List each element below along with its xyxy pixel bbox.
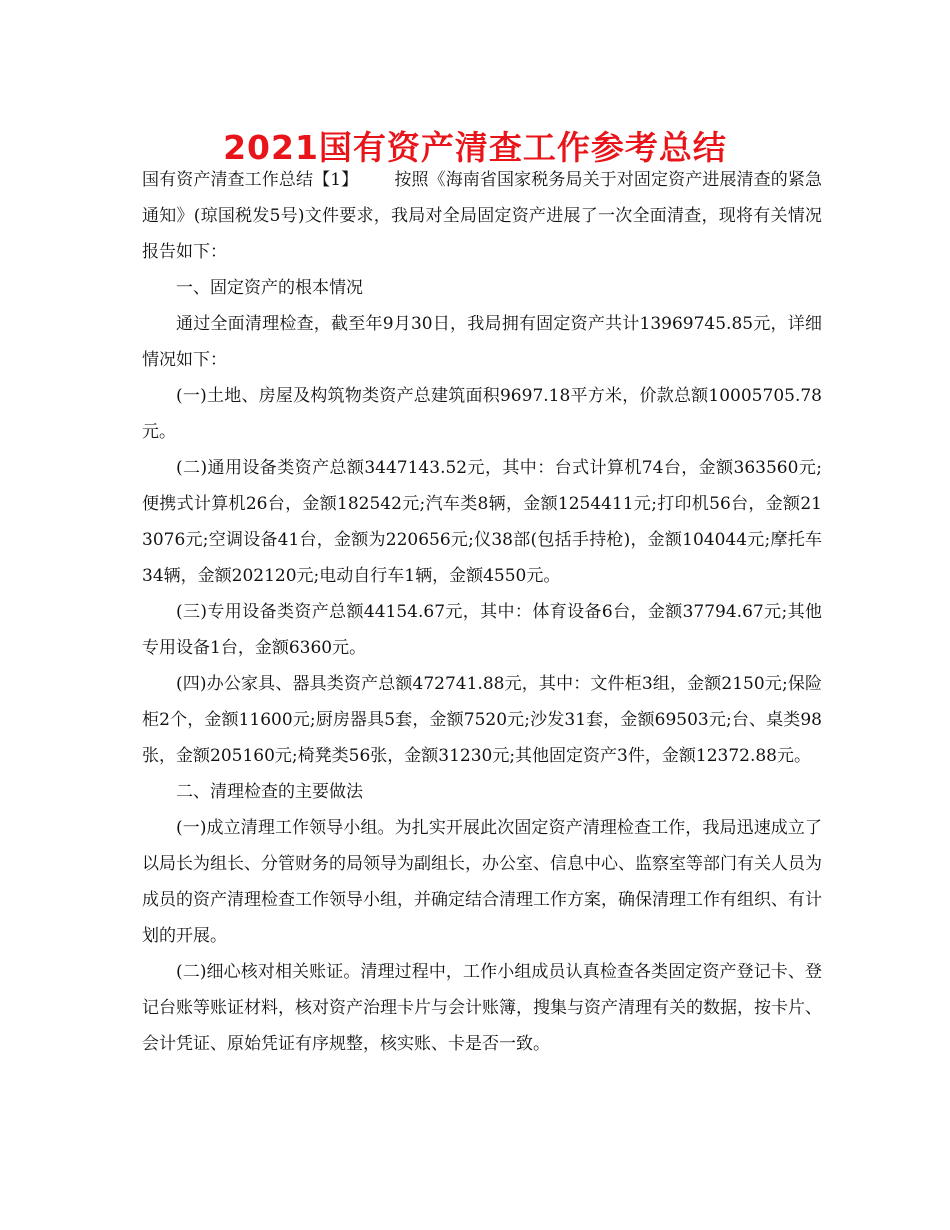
intro-lead: 国有资产清查工作总结【1】 — [142, 170, 359, 190]
body-paragraph: (四)办公家具、器具类资产总额472741.88元，其中：文件柜3组，金额2150元;保险柜2个，金额11600元;厨房器具5套，金额7520元;沙发31套，金额69503元;台、桌类98张，金额205160元;椅凳类56张，金额31230元;其他固定资产3件，金额12372.88元。 — [142, 674, 822, 766]
section-heading-1: 一、固定资产的根本情况 — [176, 278, 363, 298]
document-title: 2021国有资产清查工作参考总结 — [223, 128, 727, 167]
body-paragraph: (二)细心核对相关账证。清理过程中，工作小组成员认真检查各类固定资产登记卡、登记台账等账证材料，核对资产治理卡片与会计账簿，搜集与资产清理有关的数据，按卡片、会计凭证、原始凭证有序规整，核实账、卡是否一致。 — [142, 962, 822, 1054]
body-paragraph: (三)专用设备类资产总额44154.67元，其中：体育设备6台，金额37794.67元;其他专用设备1台，金额6360元。 — [142, 602, 822, 658]
body-paragraph: 通过全面清理检查，截至年9月30日，我局拥有固定资产共计13969745.85元，详细情况如下： — [142, 314, 822, 370]
section-heading-2: 二、清理检查的主要做法 — [176, 782, 363, 802]
body-paragraph: (二)通用设备类资产总额3447143.52元，其中：台式计算机74台，金额363560元;便携式计算机26台，金额182542元;汽车类8辆，金额1254411元;打印机56台，金额213076元;空调设备41台，金额为220656元;仪38部(包括手持枪)，金额104044元;摩托车34辆，金额202120元;电动自行车1辆，金额4550元。 — [142, 458, 822, 586]
document-body — [142, 162, 822, 1062]
intro-paragraph — [142, 162, 822, 270]
body-paragraph: (一)土地、房屋及构筑物类资产总建筑面积9697.18平方米，价款总额10005705.78元。 — [142, 386, 822, 442]
body-paragraph: (一)成立清理工作领导小组。为扎实开展此次固定资产清理检查工作，我局迅速成立了以局长为组长、分管财务的局领导为副组长，办公室、信息中心、监察室等部门有关人员为成员的资产清理检查工作领导小组，并确定结合清理工作方案，确保清理工作有组织、有计划的开展。 — [142, 818, 822, 946]
intro-text: 按照《海南省国家税务局关于对固定资产进展清查的紧急通知》(琼国税发5号)文件要求，我局对全局固定资产进展了一次全面清查，现将有关情况报告如下： — [142, 170, 822, 262]
